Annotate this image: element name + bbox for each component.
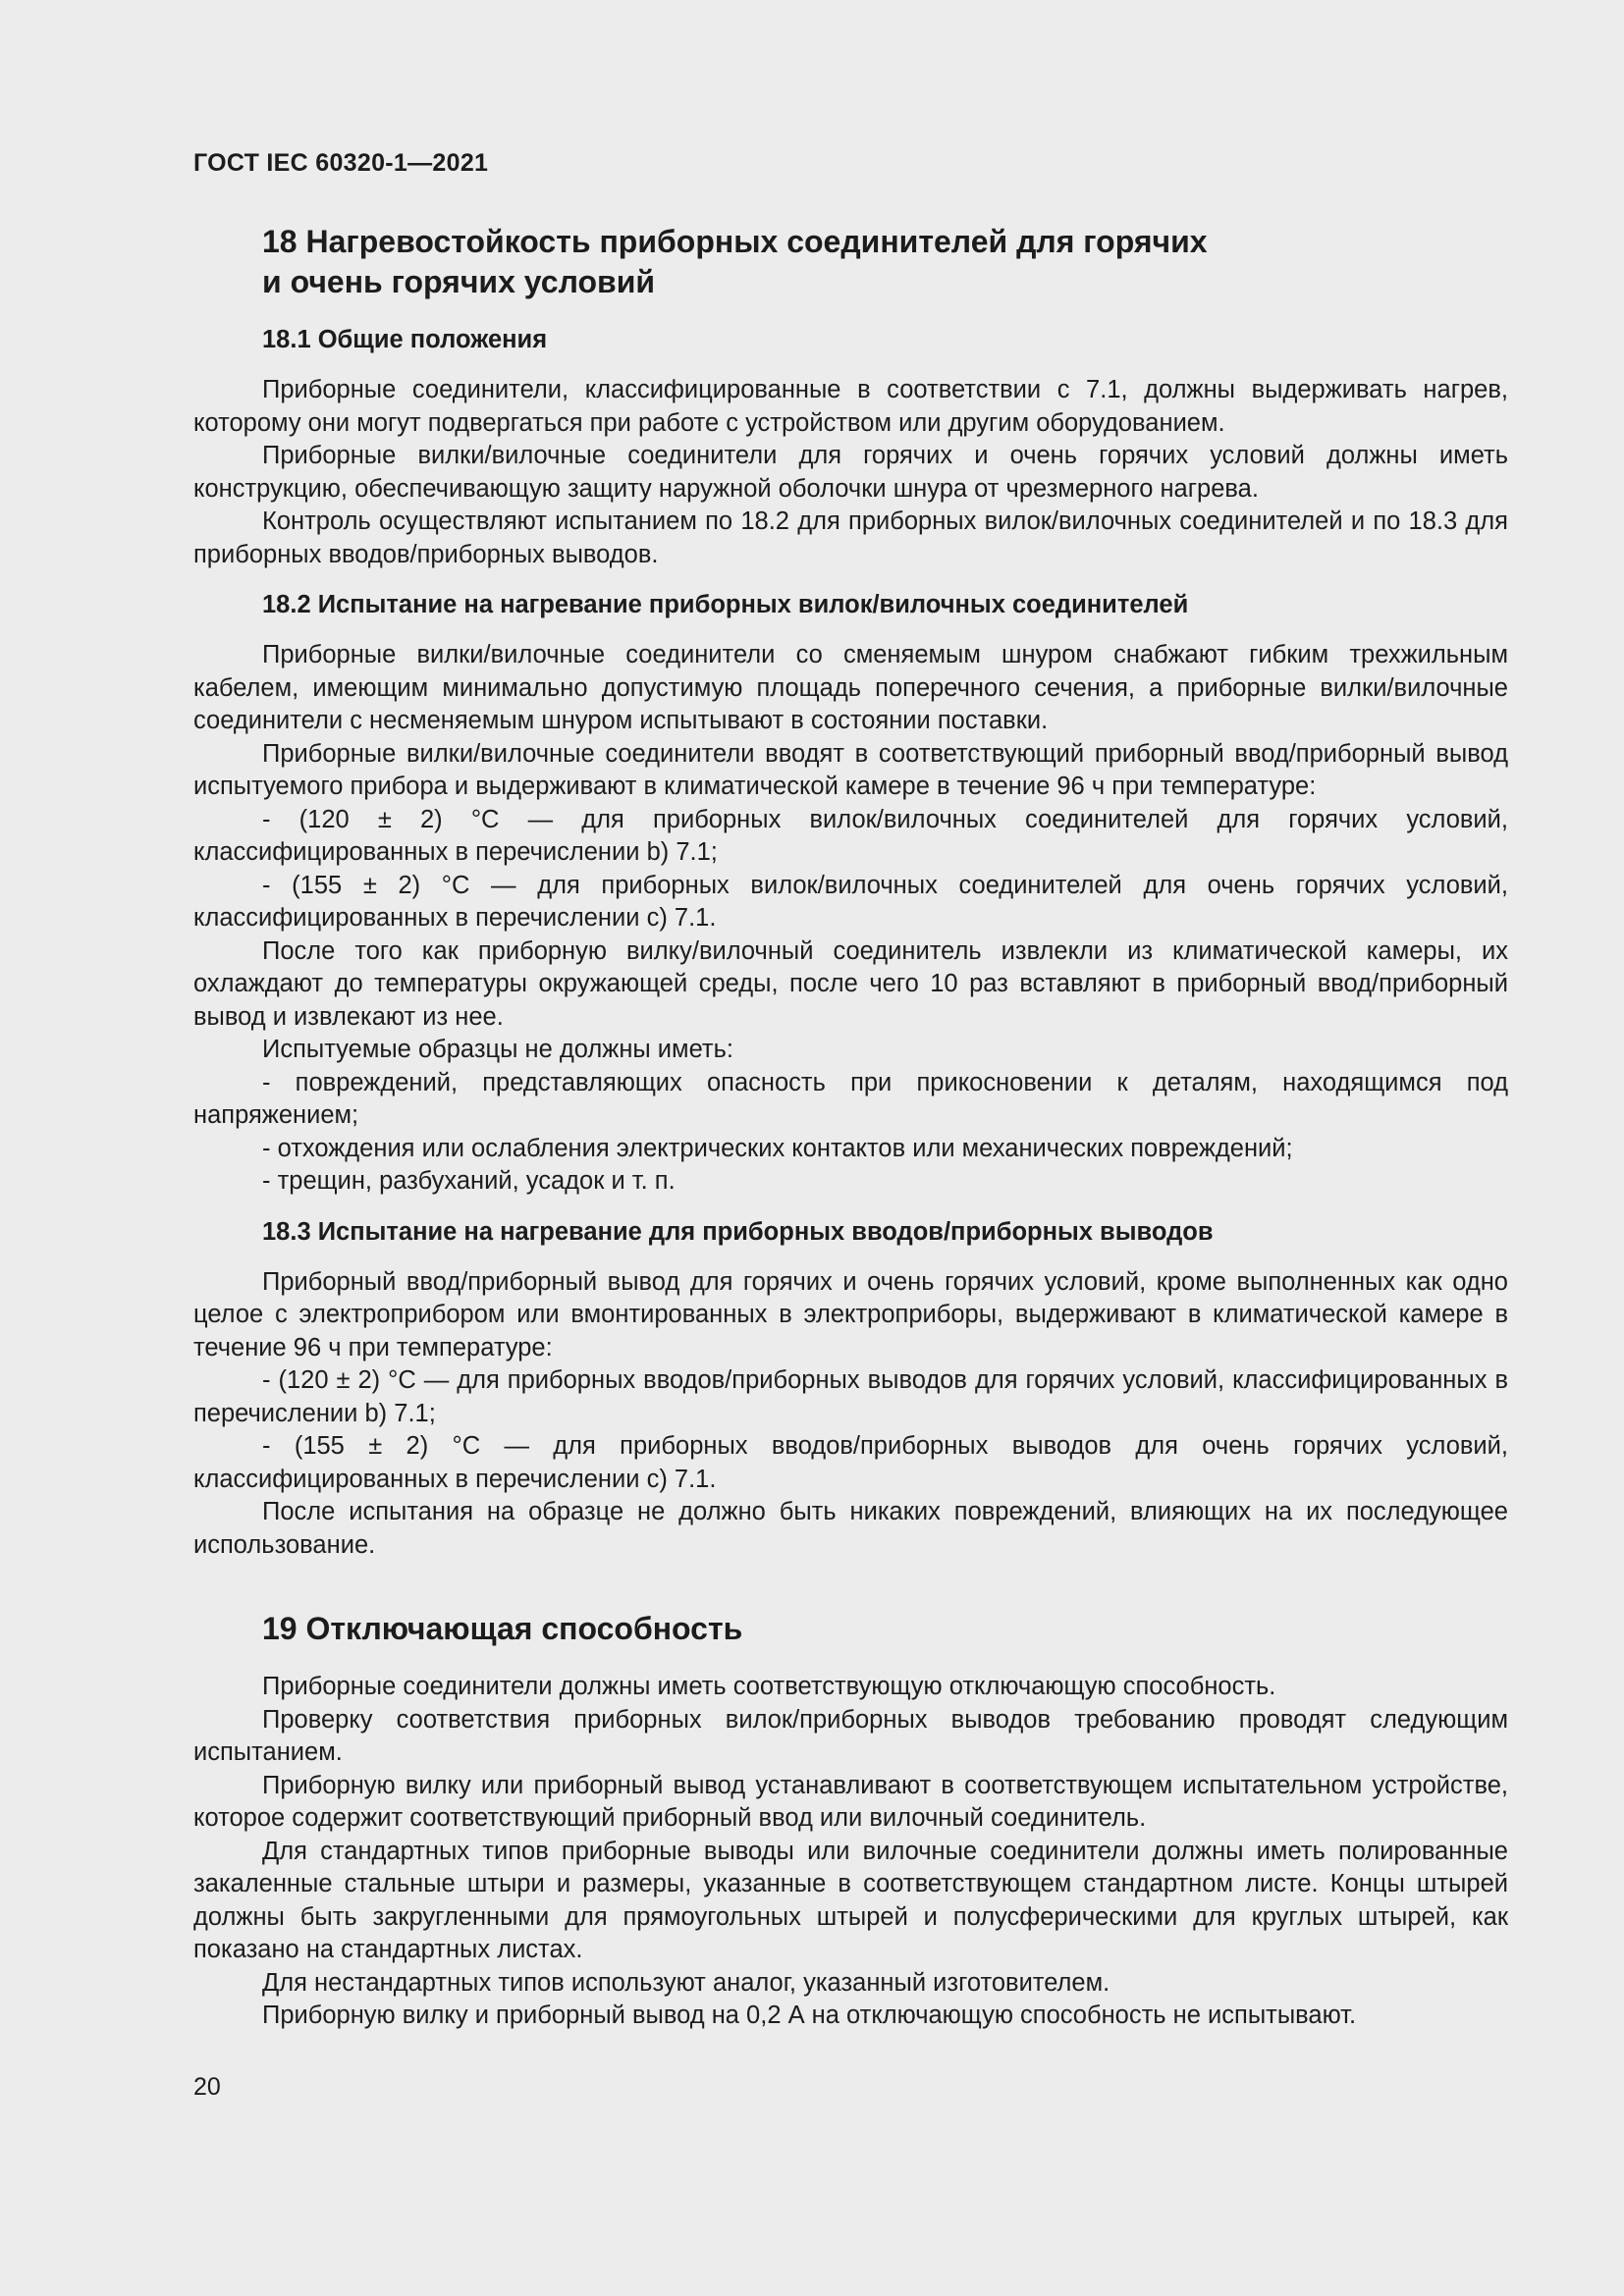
paragraph: После того как приборную вилку/вилочный соединитель извлекли из климатической камеры, их охлаждают до температуры окружающей среды, после чего 10 раз вставляют в приборный ввод/приборный вывод и извлекают из нее.	[193, 936, 1508, 1031]
list-item: - трещин, разбуханий, усадок и т. п.	[262, 1167, 676, 1195]
section-18-heading	[262, 222, 1508, 302]
paragraph: Приборную вилку и приборный вывод на 0,2 А на отключающую способность не испытывают.	[262, 2002, 1357, 2029]
paragraph: После испытания на образце не должно быть никаких повреждений, влияющих на их последующее использование.	[193, 1498, 1508, 1559]
paragraph: Приборные соединители, классифицированные в соответствии с 7.1, должны выдерживать нагрев, которому они могут подвергаться при работе с устройством или другим оборудованием.	[193, 376, 1508, 437]
paragraph: Приборную вилку или приборный вывод устанавливают в соответствующем испытательном устройстве, которое содержит соответствующий приборный ввод или вилочный соединитель.	[193, 1771, 1508, 1832]
list-item: - (155 ± 2) °C — для приборных вилок/вилочных соединителей для очень горячих условий, классифицированных в перечислении c) 7.1.	[193, 871, 1508, 932]
list-item: - (155 ± 2) °C — для приборных вводов/приборных выводов для очень горячих условий, классифицированных в перечислении c) 7.1.	[193, 1432, 1508, 1493]
paragraph: Приборные соединители должны иметь соответствующую отключающую способность.	[262, 1673, 1276, 1700]
list-item: - отхождения или ослабления электрических контактов или механических повреждений;	[262, 1134, 1293, 1162]
section-18-title-line2: и очень горячих условий	[262, 264, 656, 299]
section-19-heading: 19 Отключающая способность	[262, 1611, 743, 1646]
page-content	[193, 222, 1508, 2033]
section-18-title-line1: 18 Нагревостойкость приборных соединителей для горячих	[262, 224, 1208, 259]
list-item: - повреждений, представляющих опасность при прикосновении к деталям, находящимся под напряжением;	[193, 1068, 1508, 1129]
paragraph: Приборный ввод/приборный вывод для горячих и очень горячих условий, кроме выполненных как одно целое с электроприбором или вмонтированных в электроприборы, выдерживают в климатической камере в течение 96 ч при температуре:	[193, 1267, 1508, 1362]
paragraph: Контроль осуществляют испытанием по 18.2 для приборных вилок/вилочных соединителей и по 18.3 для приборных вводов/приборных выводов.	[193, 507, 1508, 568]
subsection-18-2-heading: 18.2 Испытание на нагревание приборных вилок/вилочных соединителей	[262, 591, 1189, 618]
paragraph: Приборные вилки/вилочные соединители вводят в соответствующий приборный ввод/приборный вывод испытуемого прибора и выдерживают в климатической камере в течение 96 ч при температуре:	[193, 739, 1508, 800]
page-number: 20	[193, 2073, 221, 2101]
list-item: - (120 ± 2) °C — для приборных вводов/приборных выводов для горячих условий, классифицированных в перечислении b) 7.1;	[193, 1366, 1508, 1427]
list-item: - (120 ± 2) °C — для приборных вилок/вилочных соединителей для горячих условий, классифицированных в перечислении b) 7.1;	[193, 805, 1508, 866]
paragraph: Проверку соответствия приборных вилок/приборных выводов требованию проводят следующим испытанием.	[193, 1705, 1508, 1766]
paragraph: Приборные вилки/вилочные соединители со сменяемым шнуром снабжают гибким трехжильным кабелем, имеющим минимально допустимую площадь поперечного сечения, а приборные вилки/вилочные соединители с несменяемым шнуром испытывают в состоянии поставки.	[193, 641, 1508, 734]
subsection-18-1-heading: 18.1 Общие положения	[262, 326, 548, 353]
paragraph: Для нестандартных типов используют аналог, указанный изготовителем.	[262, 1968, 1110, 1997]
document-code-header: ГОСТ IEC 60320-1—2021	[193, 149, 489, 177]
paragraph: Для стандартных типов приборные выводы или вилочные соединители должны иметь полированные закаленные стальные штыри и размеры, указанные в соответствующем стандартном листе. Концы штырей должны быть закругленными для прямоугольных штырей и полусферическими для круглых штырей, как показано на стандартных листах.	[193, 1837, 1508, 1963]
paragraph: Испытуемые образцы не должны иметь:	[262, 1036, 733, 1063]
paragraph: Приборные вилки/вилочные соединители для горячих и очень горячих условий должны иметь конструкцию, обеспечивающую защиту наружной оболочки шнура от чрезмерного нагрева.	[193, 442, 1508, 503]
subsection-18-3-heading: 18.3 Испытание на нагревание для приборных вводов/приборных выводов	[262, 1217, 1214, 1246]
